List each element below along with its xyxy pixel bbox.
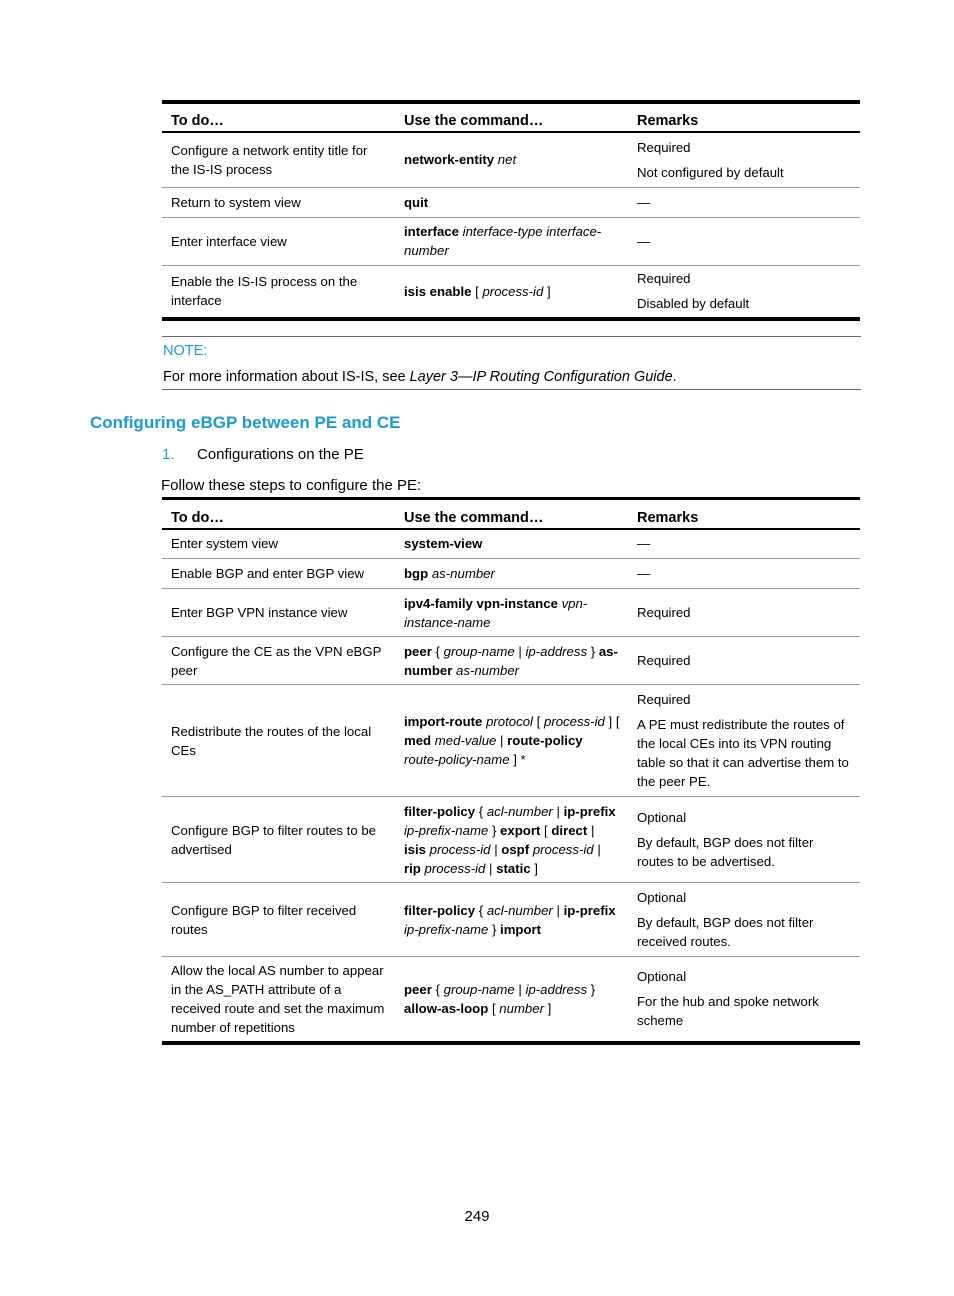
- table-row: [162, 637, 860, 685]
- remarks-cell: Required: [628, 637, 860, 685]
- column-header-remarks: Remarks: [628, 102, 860, 132]
- table-row: [162, 559, 860, 589]
- page-number: 249: [464, 1208, 490, 1225]
- todo-cell: Redistribute the routes of the local CEs: [162, 685, 395, 797]
- column-header-todo: To do…: [162, 499, 395, 529]
- remarks-cell: Optional For the hub and spoke network scheme: [637, 969, 819, 1029]
- todo-cell: Enable BGP and enter BGP view: [162, 559, 395, 589]
- column-header-todo: To do…: [162, 102, 395, 132]
- note-box: [162, 336, 861, 390]
- todo-cell: Configure BGP to filter received routes: [162, 883, 395, 957]
- todo-cell: Return to system view: [162, 187, 395, 217]
- step-number: 1.: [162, 446, 175, 463]
- table-row: [162, 957, 860, 1043]
- command-cell: import-route protocol [ process-id ] [ med med-value | route-policy route-policy-name ] *: [395, 685, 628, 797]
- remarks-cell: Optional By default, BGP does not filter routes to be advertised.: [628, 797, 860, 883]
- table-row: [162, 217, 860, 265]
- step-item: [162, 446, 364, 463]
- todo-cell: Configure BGP to filter routes to be advertised: [162, 797, 395, 883]
- command-cell: isis enable [ process-id ]: [404, 283, 551, 299]
- column-header-command: Use the command…: [395, 499, 628, 529]
- column-header-remarks: Remarks: [628, 499, 860, 529]
- todo-cell: Enable the IS-IS process on the interface: [171, 274, 358, 309]
- remarks-cell: Required A PE must redistribute the routes of the local CEs into its VPN routing table so that it can advertise them to the peer PE.: [628, 685, 860, 797]
- todo-cell: Configure the CE as the VPN eBGP peer: [162, 637, 395, 685]
- remarks-cell: —: [628, 217, 860, 265]
- command-cell: interface interface-type interface-number: [395, 217, 628, 265]
- table-row: [162, 685, 860, 797]
- remarks-cell: Required: [628, 589, 860, 637]
- remarks-cell: Required Not configured by default: [628, 132, 860, 187]
- todo-cell: Allow the local AS number to appear in the AS_PATH attribute of a received route and set the maximum number of repetitions: [171, 962, 385, 1035]
- todo-cell: Enter interface view: [162, 217, 395, 265]
- remarks-cell: —: [628, 529, 860, 559]
- ebgp-command-table: [162, 497, 860, 1045]
- command-cell: peer { group-name | ip-address } allow-as-loop [ number ]: [404, 981, 596, 1016]
- table-row: [162, 529, 860, 559]
- remarks-cell: Required Disabled by default: [637, 271, 750, 312]
- todo-cell: Enter system view: [162, 529, 395, 559]
- table-row: [162, 187, 860, 217]
- table-header-row: [162, 102, 860, 132]
- command-cell: filter-policy { acl-number | ip-prefix ip-prefix-name } export [ direct | isis process-id | ospf process-id | rip process-id | static ]: [395, 797, 628, 883]
- table-row: [162, 883, 860, 957]
- command-cell: filter-policy { acl-number | ip-prefix ip-prefix-name } import: [395, 883, 628, 957]
- note-text: For more information about IS-IS, see Layer 3—IP Routing Configuration Guide.: [163, 369, 677, 385]
- section-heading: Configuring eBGP between PE and CE: [90, 413, 401, 432]
- table-row: [162, 132, 860, 187]
- command-cell: peer { group-name | ip-address } as-number as-number: [395, 637, 628, 685]
- command-cell: system-view: [395, 529, 628, 559]
- remarks-cell: —: [628, 187, 860, 217]
- table-row: [162, 589, 860, 637]
- remarks-cell: Optional By default, BGP does not filter received routes.: [628, 883, 860, 957]
- intro-text: Follow these steps to configure the PE:: [161, 477, 422, 494]
- table-header-row: [162, 499, 860, 529]
- command-cell: quit: [395, 187, 628, 217]
- todo-cell: Enter BGP VPN instance view: [162, 589, 395, 637]
- command-cell: bgp as-number: [395, 559, 628, 589]
- command-cell: network-entity net: [395, 132, 628, 187]
- note-label: NOTE:: [163, 343, 208, 359]
- isis-command-table: [162, 100, 860, 321]
- remarks-cell: —: [628, 559, 860, 589]
- step-text: Configurations on the PE: [197, 446, 364, 463]
- column-header-command: Use the command…: [395, 102, 628, 132]
- todo-cell: Configure a network entity title for the IS-IS process: [162, 132, 395, 187]
- table-row: [162, 797, 860, 883]
- note-reference: Layer 3—IP Routing Configuration Guide: [409, 369, 673, 385]
- command-cell: ipv4-family vpn-instance vpn-instance-name: [395, 589, 628, 637]
- table-row: [162, 265, 860, 319]
